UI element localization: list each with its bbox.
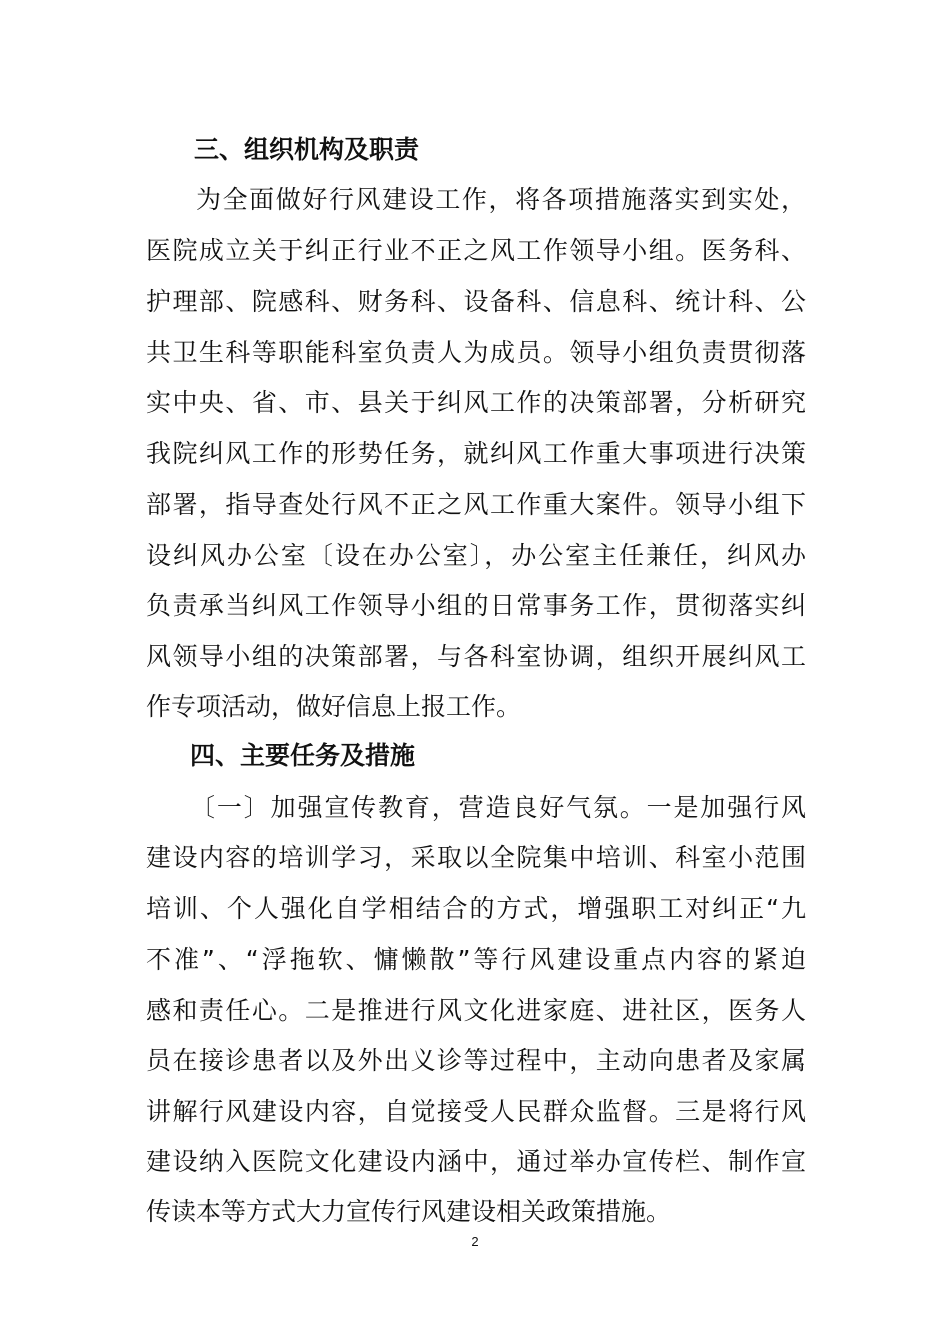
paragraph-line: 不准”、“浮拖软、慵懒散”等行风建设重点内容的紧迫 (146, 945, 806, 974)
paragraph-line: 建设纳入医院文化建设内涵中，通过举办宣传栏、制作宣 (146, 1147, 806, 1176)
paragraph-line: 医院成立关于纠正行业不正之风工作领导小组。医务科、 (146, 236, 806, 265)
page-number: 2 (471, 1234, 479, 1249)
paragraph-line: 设纠风办公室〔设在办公室〕，办公室主任兼任，纠风办 (146, 541, 806, 570)
paragraph-line: 传读本等方式大力宣传行风建设相关政策措施。 (146, 1197, 672, 1226)
paragraph-line: 感和责任心。二是推进行风文化进家庭、进社区，医务人 (146, 996, 806, 1025)
paragraph-line: 讲解行风建设内容，自觉接受人民群众监督。三是将行风 (146, 1097, 806, 1126)
paragraph-line: 护理部、院感科、财务科、设备科、信息科、统计科、公 (146, 287, 806, 316)
paragraph-line: 〔一〕加强宣传教育，营造良好气氛。一是加强行风 (190, 793, 806, 822)
paragraph-line: 员在接诊患者以及外出义诊等过程中，主动向患者及家属 (146, 1046, 806, 1075)
paragraph-line: 共卫生科等职能科室负责人为成员。领导小组负责贯彻落 (146, 338, 806, 367)
paragraph-line: 培训、个人强化自学相结合的方式，增强职工对纠正“九 (146, 894, 806, 923)
paragraph-line: 负责承当纠风工作领导小组的日常事务工作，贯彻落实纠 (146, 591, 806, 620)
section-heading-tasks: 四、主要任务及措施 (190, 741, 416, 770)
paragraph-line: 我院纠风工作的形势任务，就纠风工作重大事项进行决策 (146, 439, 806, 468)
paragraph-line: 为全面做好行风建设工作，将各项措施落实到实处， (196, 185, 806, 214)
paragraph-line: 风领导小组的决策部署，与各科室协调，组织开展纠风工 (146, 642, 806, 671)
paragraph-line: 部署，指导查处行风不正之风工作重大案件。领导小组下 (146, 490, 806, 519)
paragraph-line: 作专项活动，做好信息上报工作。 (146, 692, 522, 721)
section-heading-organization: 三、组织机构及职责 (194, 135, 420, 164)
paragraph-line: 实中央、省、市、县关于纠风工作的决策部署，分析研究 (146, 388, 806, 417)
paragraph-line: 建设内容的培训学习，采取以全院集中培训、科室小范围 (146, 843, 806, 872)
